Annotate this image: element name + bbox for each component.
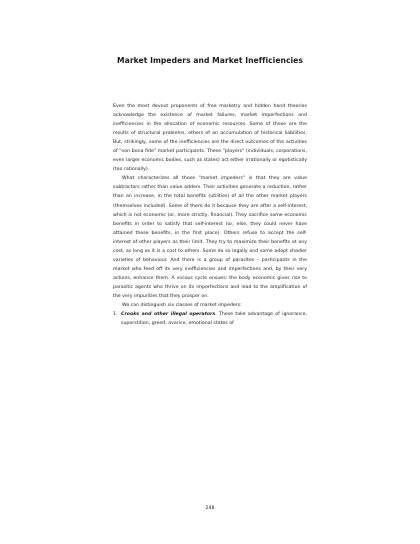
page-title: Market Impeders and Market Inefficiencies <box>117 56 303 65</box>
list-item-number: 1. <box>113 312 118 318</box>
list-item-text: . These take advantage of ignorance, superstition, greed, avarice, emotional states of <box>121 312 307 327</box>
list-item <box>113 310 307 328</box>
page-number: 248 <box>205 506 215 511</box>
paragraph-3: We can distinguish six classes of market impeders: <box>122 303 242 309</box>
list-item-heading: Crooks and other illegal operators <box>121 312 216 318</box>
document-body <box>113 102 307 328</box>
impeder-list <box>113 310 307 328</box>
paragraph-1: Even the most devout proponents of free marketry and hidden hand theories acknowledge the existence of market failures, market imperfections and inefficiencies in the allocation of economic resources. Some of these are the results of structural problems, others of an accumulation of historical liabilities. But, strikingly, some of the inefficiencies are the direct outcomes of the activities of "non bona fide" market participants. These "players" (individuals, corporations, even larger economic bodies, such as states) act either irrationally or egotistically (too rationally). <box>113 104 307 173</box>
paragraph-2: What characterizes all those "market impeders" is that they are value subtractors rather than value adders. Their activities generate a reduction, rather than an increase, in the total benefits (utilities) of all the other market players (themselves included). Some of them do it because they are after a self-interest, which is not economic (or, more strictly, financial). They sacrifice some economic benefits in order to satisfy that self-interest (or, else, they could never have attained these benefits, in the first place). Others refuse to accept the self-interest of other players as their limit. They try to maximize their benefits at any cost, as long as it is a cost to others. Some do so legally and some adopt shadier varieties of behaviour. And there is a group of parasites – participants in the market who feed off its very inefficiencies and imperfections and, by their very actions, enhance them. A vicious cycle ensues: the body economic gives rise to parasitic agents who thrive on its imperfections and lead to the amplification of the very impurities that they prosper on. <box>113 176 307 299</box>
